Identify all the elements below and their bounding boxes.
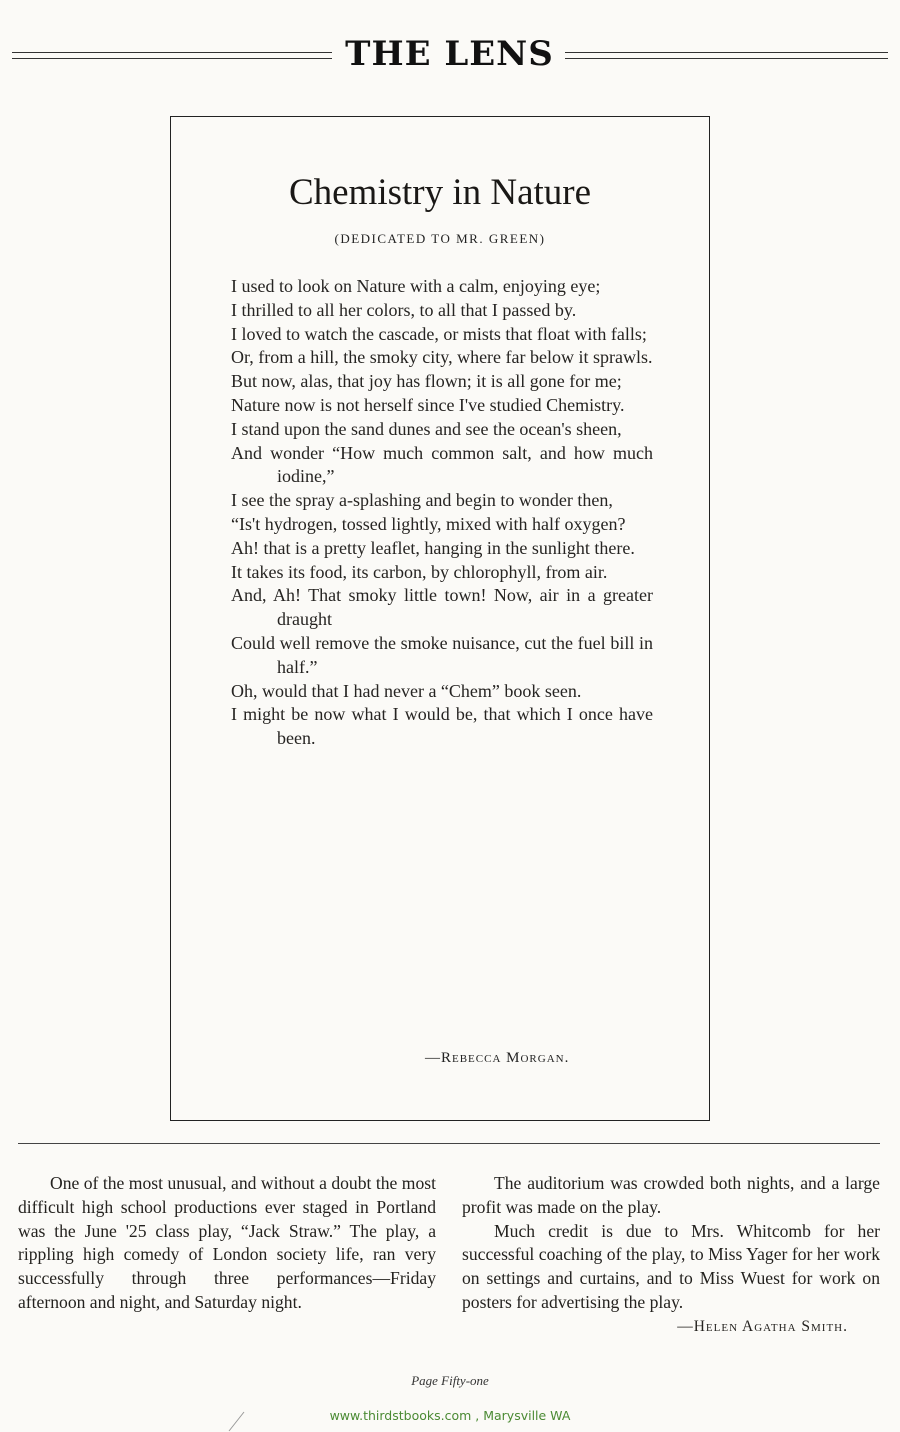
article-paragraph: Much credit is due to Mrs. Whitcomb for her successful coaching of the play, to Miss Yager for her work on settings and curtains, and to Miss Wuest for work on posters for advertising the play. xyxy=(462,1220,880,1312)
article-paragraph: One of the most unusual, and without a doubt the most difficult high school productions ever staged in Portland was the June '25 class play, “Jack Straw.” The play, a rippling high comedy of London society life, ran very successfully through three performances—Friday afternoon and night, and Saturday night. xyxy=(18,1173,436,1312)
poem-line: I stand upon the sand dunes and see the ocean's sheen, xyxy=(231,418,622,439)
poem-line: Nature now is not herself since I've studied Chemistry. xyxy=(231,394,625,415)
poem-line: Could well remove the smoke nuisance, cut the fuel bill in half.” xyxy=(231,632,653,677)
poem-body xyxy=(231,275,653,751)
header-rule-right xyxy=(565,52,888,59)
article-column-right xyxy=(462,1172,880,1339)
poem-line: And wonder “How much common salt, and how much iodine,” xyxy=(231,442,653,487)
page-number: Page Fifty-one xyxy=(411,1373,489,1388)
poem-frame xyxy=(170,116,710,1121)
website-link[interactable]: www.thirdstbooks.com , Marysville WA xyxy=(329,1408,571,1423)
poem-line: And, Ah! That smoky little town! Now, air in a greater draught xyxy=(231,585,653,630)
poem-dedication: (DEDICATED TO MR. GREEN) xyxy=(334,231,546,246)
poem-author: —Rebecca Morgan. xyxy=(425,1050,570,1066)
section-divider xyxy=(18,1143,880,1144)
poem-line: But now, alas, that joy has flown; it is all gone for me; xyxy=(231,371,622,392)
header-rule-left xyxy=(12,52,332,59)
poem-line: I see the spray a-splashing and begin to wonder then, xyxy=(231,490,613,511)
poem-line: I used to look on Nature with a calm, enjoying eye; xyxy=(231,276,601,296)
poem-line: I might be now what I would be, that which I once have been. xyxy=(231,704,653,749)
poem-line: “Is't hydrogen, tossed lightly, mixed with half oxygen? xyxy=(231,513,626,534)
poem-title: Chemistry in Nature xyxy=(288,172,592,213)
poem-line: Ah! that is a pretty leaflet, hanging in the sunlight there. xyxy=(231,537,635,558)
article-column-left xyxy=(18,1172,436,1315)
article-signature: —Helen Agatha Smith. xyxy=(677,1317,848,1335)
poem-line: I thrilled to all her colors, to all that I passed by. xyxy=(231,299,577,320)
poem-line: Oh, would that I had never a “Chem” book seen. xyxy=(231,680,582,701)
poem-line: It takes its food, its carbon, by chlorophyll, from air. xyxy=(231,561,608,582)
masthead-title: THE LENS xyxy=(345,34,554,74)
page-header xyxy=(12,30,888,78)
poem-line: Or, from a hill, the smoky city, where far below it sprawls. xyxy=(231,347,653,368)
article-paragraph: The auditorium was crowded both nights, and a large profit was made on the play. xyxy=(462,1173,880,1217)
poem-line: I loved to watch the cascade, or mists that float with falls; xyxy=(231,323,647,344)
